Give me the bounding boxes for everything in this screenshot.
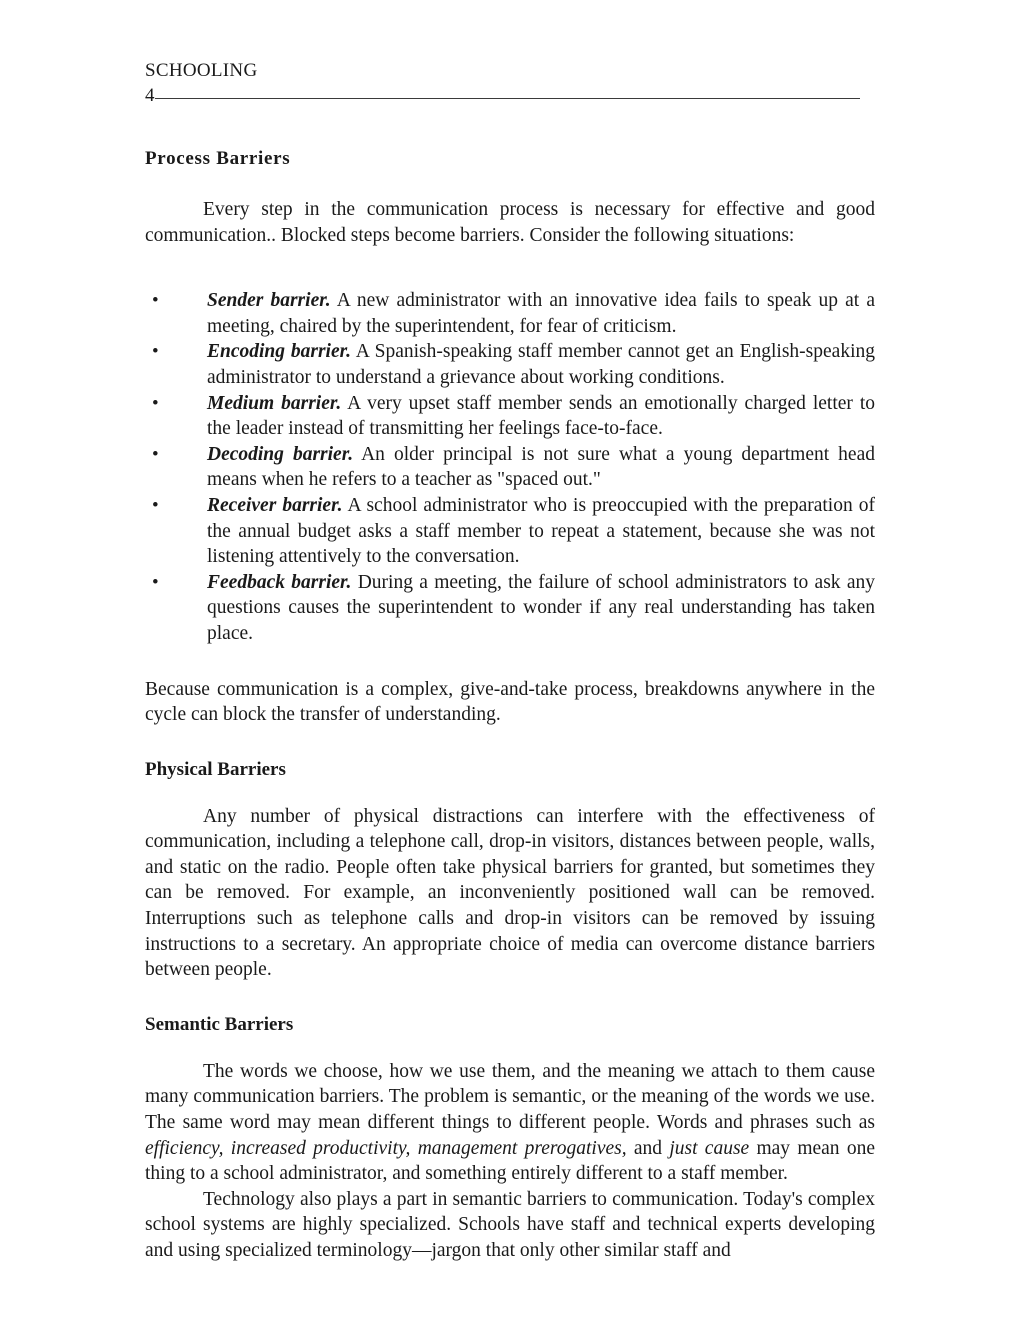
list-item-text: A new administrator with an innovative idea fails to speak up at a meeting, chaired by the superintendent, for fear of criticism. xyxy=(207,290,875,337)
list-item xyxy=(145,288,875,339)
page-number: 4 xyxy=(145,85,155,106)
bullet-icon: • xyxy=(152,571,159,593)
spacer xyxy=(145,782,875,804)
semantic-text-part-1: The words we choose, how we use them, and the meaning we attach to them cause many communication barriers. The problem is semantic, or the meaning of the words we use. The same word may mean different things to different people. Words and phrases such as xyxy=(145,1060,875,1134)
list-item-lead-in: Encoding barrier. xyxy=(207,341,351,363)
list-item-lead-in: Medium barrier. xyxy=(207,392,342,414)
process-barriers-closing: Because communication is a complex, give-and-take process, breakdowns anywhere in the cycle can block the transfer of understanding. xyxy=(145,678,875,726)
list-item-text: During a meeting, the failure of school administrators to ask any questions causes the superintendent to wonder if any real understanding has taken place. xyxy=(207,571,875,644)
spacer xyxy=(145,171,875,197)
process-barriers-intro: Every step in the communication process is necessary for effective and good communication.. Blocked steps become barriers. Consider the following situations: xyxy=(145,199,875,246)
folio-row xyxy=(145,85,875,107)
spacer xyxy=(145,647,875,677)
header-rule xyxy=(155,98,860,99)
section-heading-process-barriers: Process Barriers xyxy=(145,148,291,169)
semantic-barriers-paragraph-2: Technology also plays a part in semantic barriers to communication. Today's complex school systems are highly specialized. Schools have staff and technical experts developing and using specialized terminology—jargon that only other similar staff and xyxy=(145,1188,875,1261)
semantic-text-part-3: may mean one thing to a school administrator, and something entirely different to a staff member. xyxy=(145,1137,875,1185)
section-heading-physical-barriers: Physical Barriers xyxy=(145,758,286,780)
running-title: SCHOOLING xyxy=(145,60,258,81)
list-item-lead-in: Sender barrier. xyxy=(207,290,331,312)
list-item-text: A very upset staff member sends an emotionally charged letter to the leader instead of transmitting her feelings face-to-face. xyxy=(207,392,875,440)
spacer xyxy=(145,1037,875,1059)
list-item-text: An older principal is not sure what a young department head means when he refers to a teacher as "spaced out." xyxy=(207,443,875,491)
bullet-icon: • xyxy=(152,392,159,414)
list-item xyxy=(145,339,875,390)
barrier-list xyxy=(145,288,875,646)
semantic-text-part-2: and xyxy=(626,1137,670,1159)
list-item xyxy=(145,570,875,647)
bullet-icon: • xyxy=(152,341,159,363)
list-item-lead-in: Receiver barrier. xyxy=(207,494,343,516)
semantic-italic-terms-2: just cause xyxy=(669,1137,750,1159)
semantic-italic-terms-1: efficiency, increased productivity, management prerogatives, xyxy=(145,1137,627,1159)
bullet-icon: • xyxy=(152,494,159,516)
physical-barriers-paragraph: Any number of physical distractions can interfere with the effectiveness of communication, including a telephone call, drop-in visitors, distances between people, walls, and static on the radio. People often take physical barriers for granted, but sometimes they can be removed. For example, an inconveniently positioned wall can be removed. Interruptions such as telephone calls and drop-in visitors can be removed by issuing instructions to a secretary. An appropriate choice of media can overcome distance barriers between people. xyxy=(145,805,875,981)
spacer xyxy=(145,248,875,288)
list-item-lead-in: Decoding barrier. xyxy=(207,443,354,465)
section-heading-semantic-barriers: Semantic Barriers xyxy=(145,1013,294,1035)
list-item-text: A Spanish-speaking staff member cannot get an English-speaking administrator to understand a grievance about working conditions. xyxy=(207,341,875,388)
bullet-icon: • xyxy=(152,290,159,312)
list-item xyxy=(145,493,875,570)
semantic-barriers-paragraph-1 xyxy=(145,1059,875,1187)
list-item-text: A school administrator who is preoccupied with the preparation of the annual budget asks a staff member to repeat a statement, because she was not listening attentively to the conversation. xyxy=(207,494,875,568)
spacer xyxy=(145,728,875,758)
list-item xyxy=(145,442,875,493)
running-header xyxy=(145,58,875,107)
list-item xyxy=(145,391,875,442)
spacer xyxy=(145,107,875,147)
spacer xyxy=(145,983,875,1013)
bullet-icon: • xyxy=(152,443,159,465)
list-item-lead-in: Feedback barrier. xyxy=(207,571,352,593)
